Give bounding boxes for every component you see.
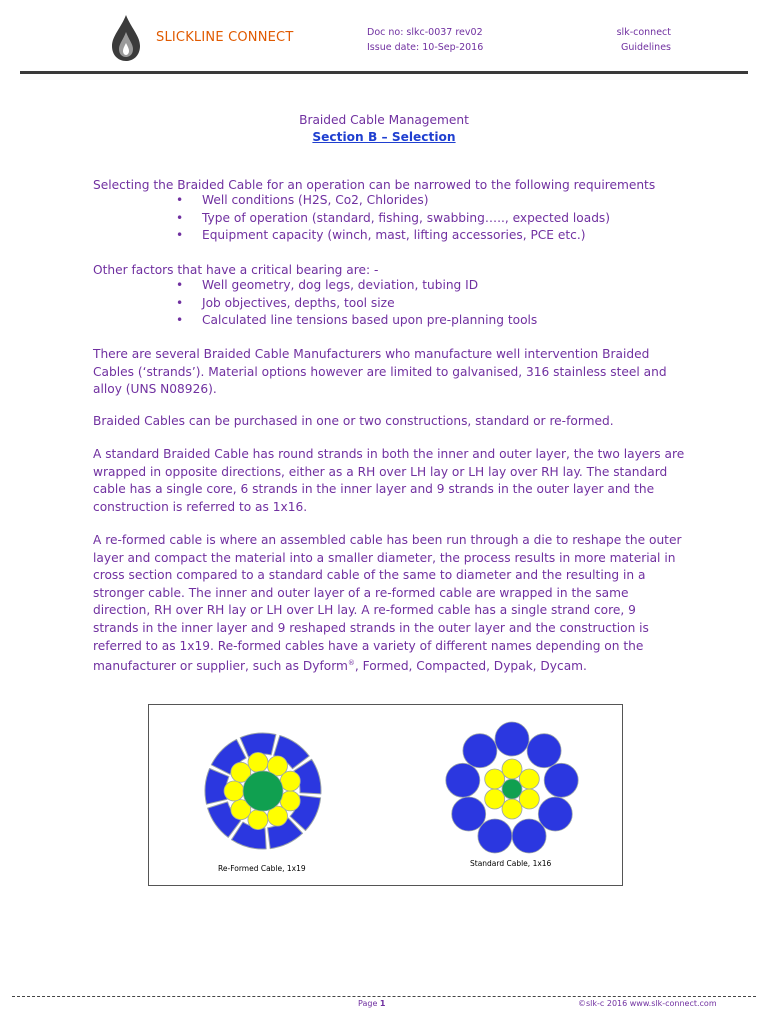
outer-strand [478, 819, 512, 853]
manufacturers-paragraph: There are several Braided Cable Manufacturers who manufacture well intervention Braided Cables (‘strands’). Material options however are limited to galvanised, 316 stainless steel and alloy (UNS N08926). [93, 347, 667, 397]
outer-strand [527, 734, 561, 768]
inner-strand [485, 789, 505, 809]
list-item: • Well conditions (H2S, Co2, Chlorides) [176, 192, 610, 210]
list-item: • Job objectives, depths, tool size [176, 295, 537, 313]
inner-strand [248, 752, 268, 772]
caption-standard: Standard Cable, 1x16 [470, 859, 552, 868]
brand-name: SLICKLINE CONNECT [156, 30, 294, 45]
page-number: 1 [379, 999, 386, 1008]
inner-strand [502, 799, 522, 819]
constructions-paragraph: Braided Cables can be purchased in one or two constructions, standard or re-formed. [93, 414, 614, 428]
reformed-text-end: , Formed, Compacted, Dypak, Dycam. [354, 659, 587, 674]
inner-strand [502, 759, 522, 779]
logo [108, 14, 144, 62]
list-item: • Calculated line tensions based upon pre-planning tools [176, 312, 537, 330]
cable-figure [148, 704, 623, 886]
outer-strand [446, 763, 480, 797]
intro-text: Selecting the Braided Cable for an operation can be narrowed to the following requirements [93, 178, 656, 192]
standard-cable-paragraph: A standard Braided Cable has round strands in both the inner and outer layer, the two layers are wrapped in opposite directions, either as a RH over LH lay or LH lay over RH lay. The standard cable has a single core, 6 strands in the inner layer and 9 strands in the outer layer and the construction is referred to as 1x16. [93, 447, 685, 514]
doc-meta [367, 25, 483, 55]
factors-intro: Other factors that have a critical bearing are: - [93, 263, 379, 277]
header-rule [20, 71, 748, 74]
core-strand [502, 779, 522, 799]
outer-strand [544, 763, 578, 797]
inner-strand [280, 771, 300, 791]
registered-mark: ® [347, 659, 355, 668]
outer-strand [512, 819, 546, 853]
inner-strand [248, 810, 268, 830]
page-label: Page [358, 999, 378, 1008]
issue-date: Issue date: 10-Sep-2016 [367, 42, 484, 53]
page-indicator [358, 999, 386, 1008]
list-item: • Well geometry, dog legs, deviation, tubing ID [176, 277, 537, 295]
inner-strand [485, 769, 505, 789]
inner-strand [519, 769, 539, 789]
core-strand [243, 771, 283, 811]
reformed-cable-diagram [205, 733, 321, 849]
doc-category: Guidelines [621, 42, 671, 53]
doc-number: Doc no: slkc-0037 rev02 [367, 27, 483, 38]
outer-strand [463, 734, 497, 768]
inner-strand [519, 789, 539, 809]
droplet-logo-icon [108, 14, 144, 62]
requirements-list [176, 192, 610, 245]
outer-strand [538, 797, 572, 831]
inner-strand [224, 781, 244, 801]
list-item: • Equipment capacity (winch, mast, lifting accessories, PCE etc.) [176, 227, 610, 245]
page-title: Braided Cable Management [299, 113, 469, 127]
list-item: • Type of operation (standard, fishing, swabbing….., expected loads) [176, 210, 610, 228]
site-name: slk-connect [616, 27, 671, 38]
site-meta [590, 25, 671, 55]
reformed-text: A re-formed cable is where an assembled cable has been run through a die to reshape the outer layer and compact the material into a smaller diameter, the process results in more material in cross section compared to a standard cable of the same to diameter and the resulting in a stronger cable. The inner and outer layer of a re-formed cable are wrapped in the same direction, RH over RH lay or LH over LH lay. A re-formed cable has a single strand core, 9 strands in the inner layer and 9 reshaped strands in the outer layer and the construction is referred to as 1x19. Re-formed cables have a variety of different names depending on the manufacturer or supplier, such as Dyform [93, 533, 682, 674]
standard-cable-diagram [446, 722, 578, 853]
section-title: Section B – Selection [312, 130, 456, 144]
reformed-cable-paragraph [93, 532, 685, 676]
factors-list [176, 277, 537, 330]
copyright: ©slk-c 2016 www.slk-connect.com [578, 999, 717, 1008]
outer-strand [452, 797, 486, 831]
caption-reformed: Re-Formed Cable, 1x19 [218, 864, 306, 873]
footer-rule [12, 996, 756, 997]
cable-cross-sections [149, 705, 622, 885]
outer-strand [495, 722, 529, 756]
